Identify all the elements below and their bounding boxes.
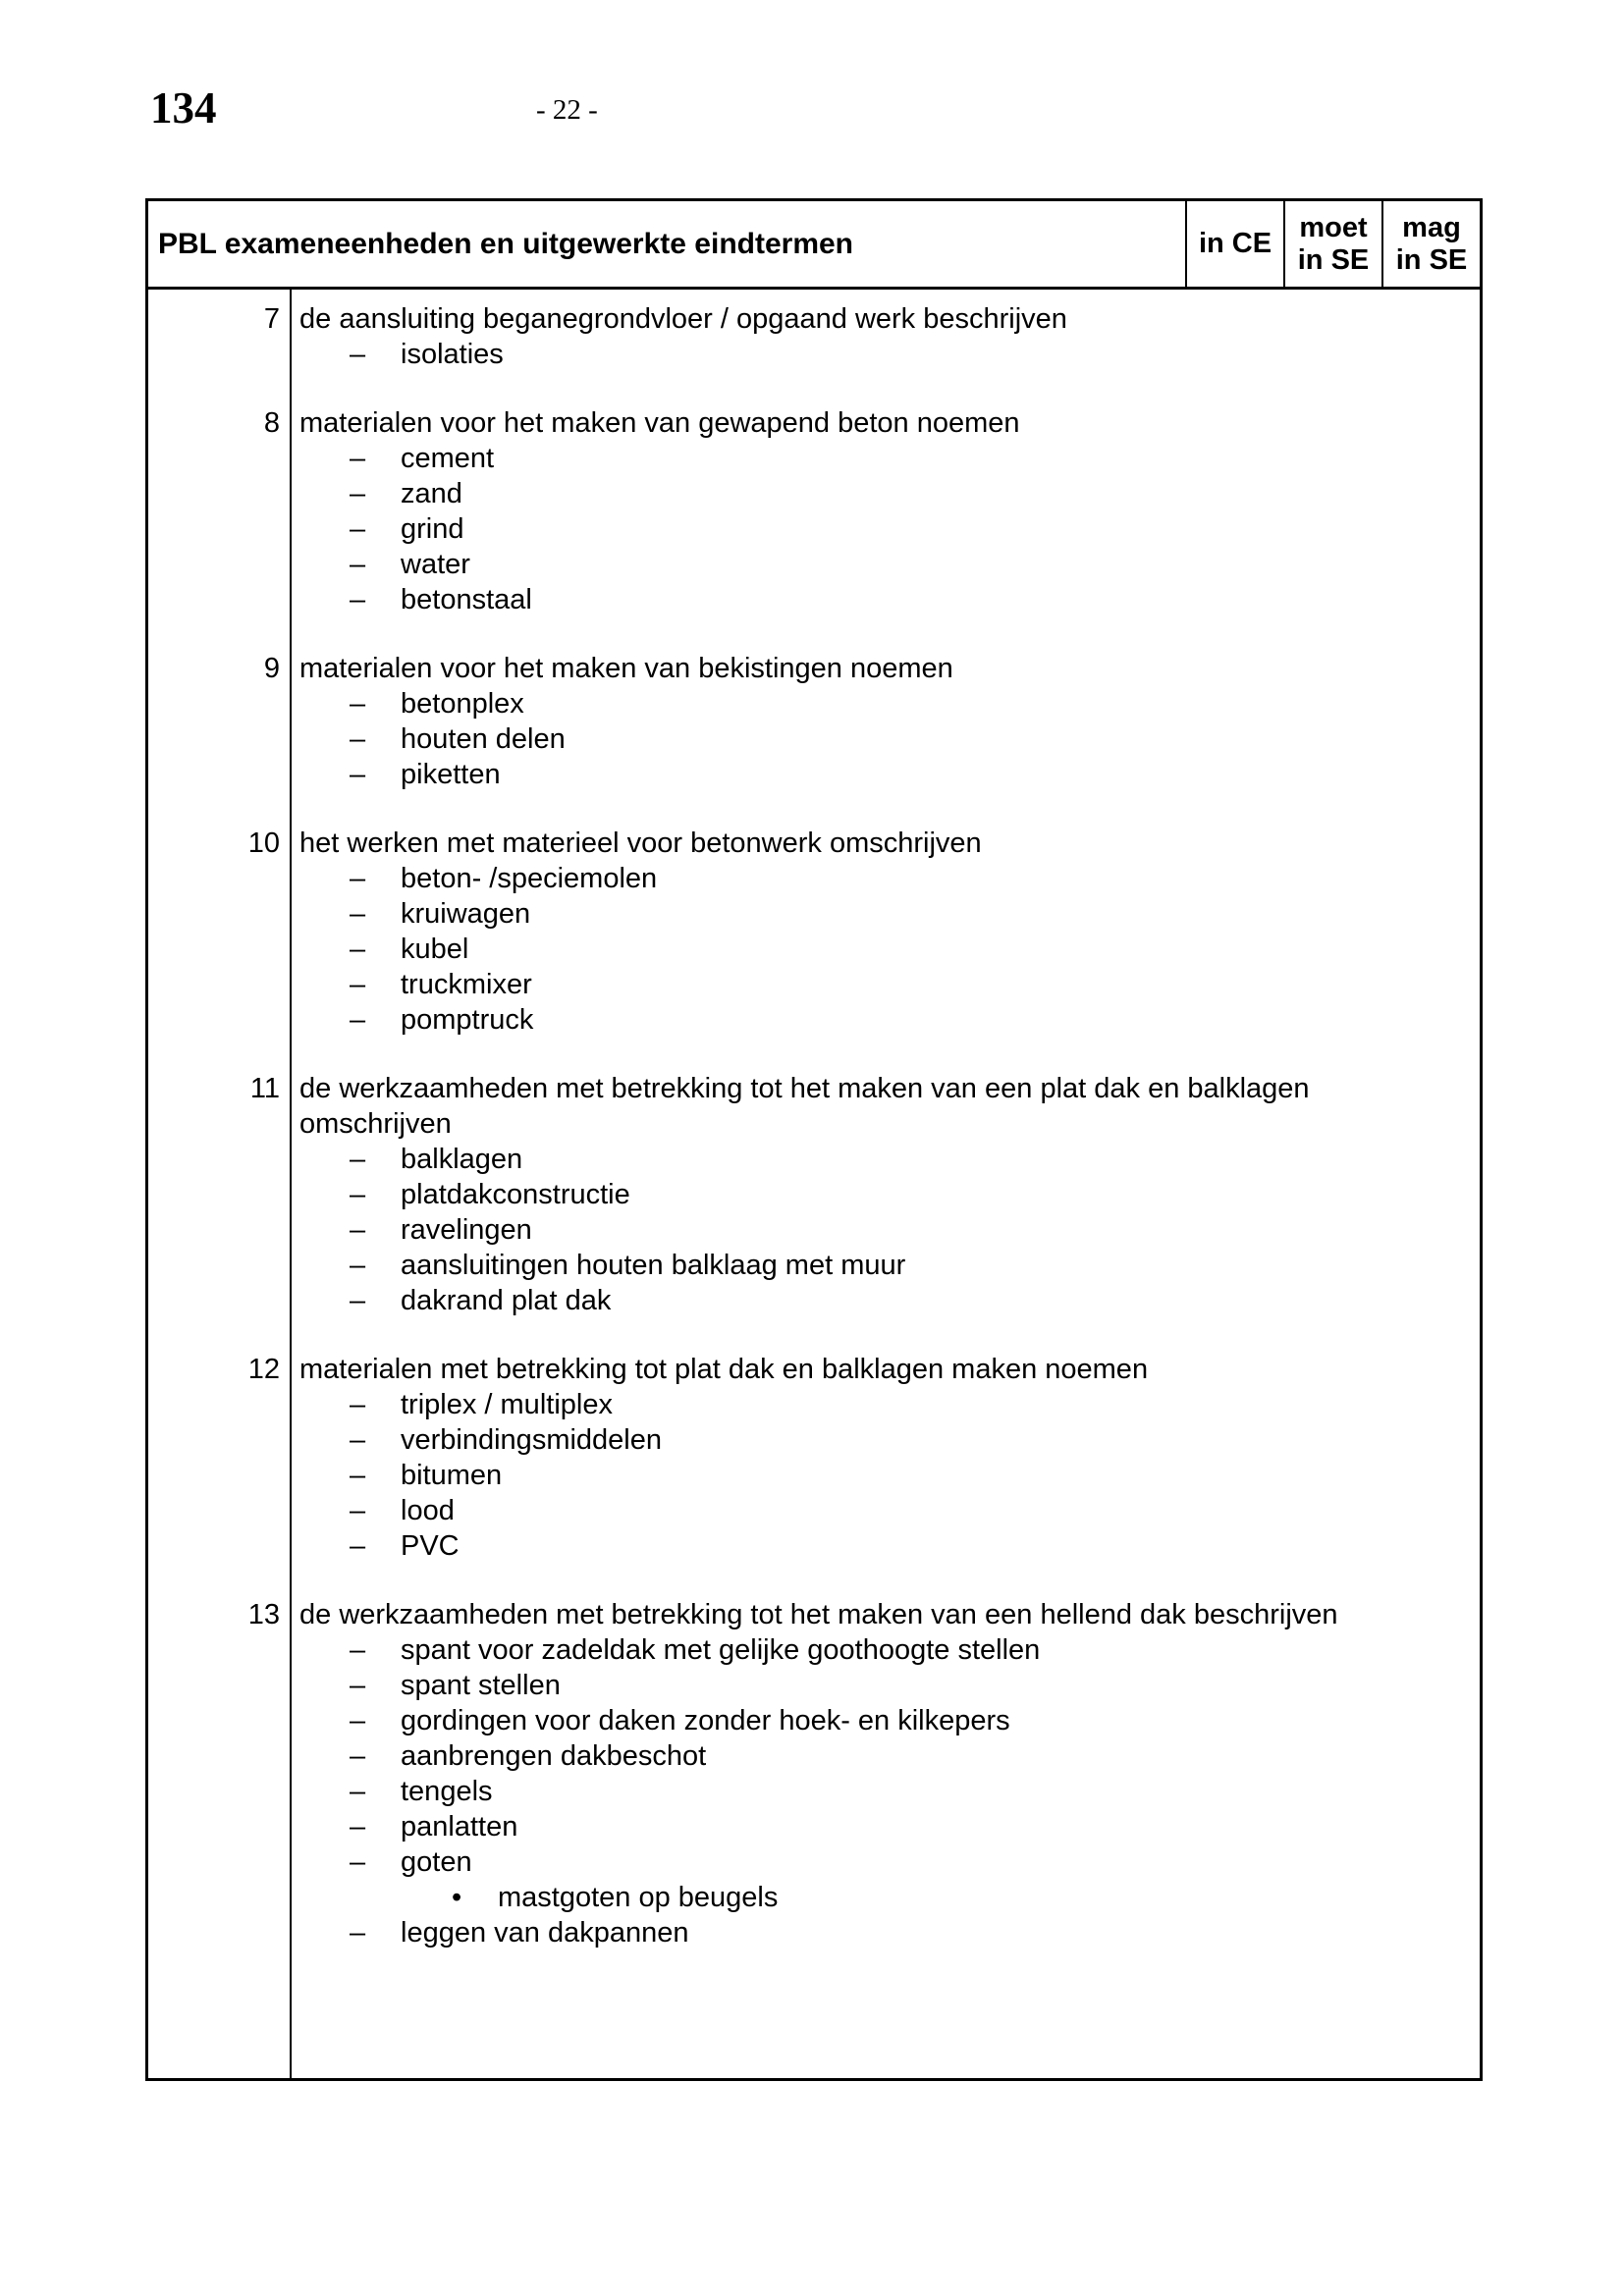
sub-item-label: tengels xyxy=(401,1776,493,1807)
sub-item-label: PVC xyxy=(401,1530,460,1562)
sub-item-label: panlatten xyxy=(401,1811,518,1842)
dash-marker: – xyxy=(350,1144,366,1175)
sub-item xyxy=(299,721,1468,757)
exam-item-row xyxy=(148,1564,1480,1950)
sub-item xyxy=(299,1387,1468,1422)
sub-item xyxy=(299,1283,1468,1318)
sub-item xyxy=(299,757,1468,792)
item-heading: het werken met materieel voor betonwerk omschrijven xyxy=(299,828,982,859)
sub-item-label: ravelingen xyxy=(401,1214,532,1246)
dash-marker: – xyxy=(350,759,366,790)
sub-item xyxy=(299,1915,1468,1950)
sub-item-label: spant stellen xyxy=(401,1670,561,1701)
sub-item xyxy=(299,686,1468,721)
sub-item-label: isolaties xyxy=(401,339,504,370)
sub-item xyxy=(299,547,1468,582)
item-number: 8 xyxy=(148,372,292,617)
item-heading: materialen voor het maken van bekistingen noemen xyxy=(299,653,953,684)
sub-item xyxy=(299,1774,1468,1809)
sub-item-label: houten delen xyxy=(401,723,566,755)
dash-marker: – xyxy=(350,1460,366,1491)
sub-item xyxy=(299,441,1468,476)
item-heading: de werkzaamheden met betrekking tot het maken van een hellend dak beschrijven xyxy=(299,1599,1338,1630)
sub-item xyxy=(299,511,1468,547)
sub-item-label: balklagen xyxy=(401,1144,523,1175)
dash-marker: – xyxy=(350,863,366,894)
dash-marker: – xyxy=(350,1424,366,1456)
sub-item-label: aansluitingen houten balklaag met muur xyxy=(401,1250,906,1281)
sub-item xyxy=(299,1002,1468,1038)
sub-item xyxy=(299,1493,1468,1528)
sub-item-label: grind xyxy=(401,513,464,545)
item-number: 13 xyxy=(148,1564,292,1950)
sub-item-label: platdakconstructie xyxy=(401,1179,630,1210)
sub-item xyxy=(299,1142,1468,1177)
table-header-row xyxy=(148,201,1480,290)
dash-marker: – xyxy=(350,1495,366,1526)
dash-marker: – xyxy=(350,1670,366,1701)
sub-item-label: betonplex xyxy=(401,688,524,720)
exam-item-row xyxy=(148,1038,1480,1318)
dash-marker: – xyxy=(350,1285,366,1316)
dash-marker: – xyxy=(350,1389,366,1420)
exam-item-row xyxy=(148,1318,1480,1564)
sub-item-list xyxy=(299,861,1468,1038)
dash-marker: – xyxy=(350,1250,366,1281)
sub-item xyxy=(299,1212,1468,1248)
sub-item xyxy=(299,1248,1468,1283)
item-heading: de aansluiting beganegrondvloer / opgaand werk beschrijven xyxy=(299,303,1067,335)
item-number: 11 xyxy=(148,1038,292,1318)
item-number: 12 xyxy=(148,1318,292,1564)
sub-item-label: pomptruck xyxy=(401,1004,534,1036)
exam-table xyxy=(145,198,1483,2081)
sub-item-label: goten xyxy=(401,1846,472,1878)
sub-item xyxy=(299,1422,1468,1458)
dash-marker: – xyxy=(350,723,366,755)
sub-item xyxy=(299,967,1468,1002)
exam-item-row xyxy=(148,372,1480,617)
exam-item-row xyxy=(148,290,1480,372)
sub-item xyxy=(299,1809,1468,1844)
sub-item-list xyxy=(299,337,1468,372)
dash-marker: – xyxy=(350,1214,366,1246)
sub-item-label: spant voor zadeldak met gelijke goothoogte stellen xyxy=(401,1634,1041,1666)
sub-item-list xyxy=(299,686,1468,792)
sub-item xyxy=(299,896,1468,932)
dash-marker: – xyxy=(350,549,366,580)
sub-item-label: piketten xyxy=(401,759,501,790)
sub-item xyxy=(299,1738,1468,1774)
bullet-sub-item xyxy=(299,1880,1468,1915)
col-header-moet-in-se: moet in SE xyxy=(1283,201,1381,287)
sub-item-label: zand xyxy=(401,478,462,509)
items-container xyxy=(148,290,1480,1950)
sub-item-label: verbindingsmiddelen xyxy=(401,1424,662,1456)
sub-item-label: truckmixer xyxy=(401,969,532,1000)
sub-item-list xyxy=(299,1387,1468,1564)
sub-item xyxy=(299,932,1468,967)
item-number: 9 xyxy=(148,617,292,792)
empty-number-cell xyxy=(148,1950,292,2078)
sub-item-label: kubel xyxy=(401,934,469,965)
sub-item xyxy=(299,1177,1468,1212)
sub-item-label: gordingen voor daken zonder hoek- en kilkepers xyxy=(401,1705,1010,1736)
sub-item-label: lood xyxy=(401,1495,455,1526)
sub-item xyxy=(299,1703,1468,1738)
sub-item xyxy=(299,861,1468,896)
header-page-number: - 22 - xyxy=(536,94,598,126)
dash-marker: – xyxy=(350,1004,366,1036)
sub-item xyxy=(299,1668,1468,1703)
col-header-mag-in-se: mag in SE xyxy=(1381,201,1480,287)
table-title-cell: PBL exameneenheden en uitgewerkte eindtermen xyxy=(158,227,854,260)
sub-item xyxy=(299,1458,1468,1493)
sub-item xyxy=(299,582,1468,617)
dash-marker: – xyxy=(350,969,366,1000)
item-heading: materialen met betrekking tot plat dak en balklagen maken noemen xyxy=(299,1354,1149,1385)
item-number: 7 xyxy=(148,290,292,372)
dash-marker: – xyxy=(350,478,366,509)
dash-marker: – xyxy=(350,1811,366,1842)
item-number: 10 xyxy=(148,792,292,1038)
sub-item-list xyxy=(299,441,1468,617)
col-header-in-ce: in CE xyxy=(1185,201,1283,287)
dash-marker: – xyxy=(350,443,366,474)
sub-item xyxy=(299,1844,1468,1880)
exam-item-row xyxy=(148,792,1480,1038)
sub-item-label: leggen van dakpannen xyxy=(401,1917,689,1949)
dash-marker: – xyxy=(350,339,366,370)
sub-item-list xyxy=(299,1632,1468,1950)
exam-item-row xyxy=(148,617,1480,792)
dash-marker: – xyxy=(350,934,366,965)
sub-item-label: beton- /speciemolen xyxy=(401,863,658,894)
item-heading: de werkzaamheden met betrekking tot het maken van een plat dak en balklagen omschrijven xyxy=(299,1073,1310,1140)
sub-item xyxy=(299,1632,1468,1668)
dash-marker: – xyxy=(350,1776,366,1807)
sub-item xyxy=(299,476,1468,511)
item-heading: materialen voor het maken van gewapend beton noemen xyxy=(299,407,1020,439)
dash-marker: – xyxy=(350,898,366,930)
dash-marker: – xyxy=(350,1846,366,1878)
dash-marker: – xyxy=(350,584,366,615)
sub-item-list xyxy=(299,1142,1468,1318)
sub-item-label: dakrand plat dak xyxy=(401,1285,612,1316)
dash-marker: – xyxy=(350,1530,366,1562)
sub-item-label: kruiwagen xyxy=(401,898,531,930)
dash-marker: – xyxy=(350,1917,366,1949)
dash-marker: – xyxy=(350,1634,366,1666)
sub-item-label: triplex / multiplex xyxy=(401,1389,613,1420)
sub-item-label: aanbrengen dakbeschot xyxy=(401,1740,707,1772)
bullet-item-label: mastgoten op beugels xyxy=(498,1882,779,1913)
empty-space-row xyxy=(148,1950,1480,2078)
page-number: 134 xyxy=(150,83,217,133)
sub-item-label: betonstaal xyxy=(401,584,532,615)
dash-marker: – xyxy=(350,1705,366,1736)
empty-content-cell xyxy=(292,1950,1480,2078)
sub-item-label: cement xyxy=(401,443,495,474)
dash-marker: – xyxy=(350,1179,366,1210)
sub-item xyxy=(299,1528,1468,1564)
sub-item-label: bitumen xyxy=(401,1460,503,1491)
table-body xyxy=(148,290,1480,2078)
dash-marker: – xyxy=(350,688,366,720)
dash-marker: – xyxy=(350,1740,366,1772)
dash-marker: – xyxy=(350,513,366,545)
bullet-marker: • xyxy=(452,1882,462,1913)
sub-item xyxy=(299,337,1468,372)
sub-item-label: water xyxy=(401,549,470,580)
